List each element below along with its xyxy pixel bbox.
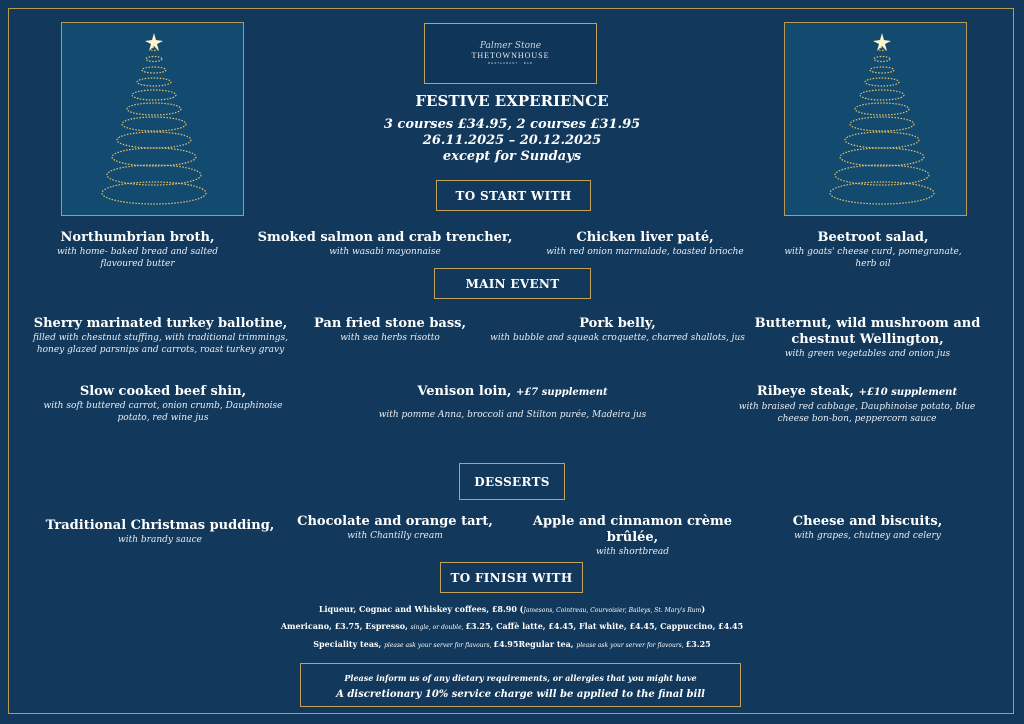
- dish-name: Apple and cinnamon crème brûlée,: [532, 514, 733, 545]
- drink-note: Jamesons, Cointreau, Courvoisier, Baileys, St. Mary's Rum: [523, 607, 702, 614]
- main-item: [750, 316, 985, 360]
- dish-name: Chocolate and orange tart,: [297, 514, 493, 529]
- page-title: FESTIVE EXPERIENCE: [415, 92, 609, 110]
- notice-box: [300, 663, 741, 707]
- drink-line: [0, 603, 1024, 617]
- drink-line: [0, 638, 1024, 652]
- drink-text: £3.25, Caffè latte, £4.45, Flat white, £4.45, Cappuccino, £4.45: [465, 621, 744, 631]
- dish-description: with braised red cabbage, Dauphinoise potato, blue cheese bon-bon, peppercorn sauce: [738, 402, 976, 424]
- drink-text: Americano, £3.75, Espresso,: [280, 621, 411, 631]
- drink-text: Speciality teas,: [313, 639, 385, 649]
- starter-item: [778, 230, 968, 270]
- dish-description: with red onion marmalade, toasted brioche: [546, 247, 744, 257]
- drink-line: [0, 620, 1024, 634]
- dish-name: Pan fried stone bass,: [313, 316, 466, 331]
- logo-script: Palmer Stone: [479, 40, 542, 51]
- dish-name: Beetroot salad,: [817, 230, 929, 245]
- restaurant-logo: [424, 23, 597, 84]
- date-line: 26.11.2025 – 20.12.2025: [422, 133, 602, 148]
- dish-description: with sea herbs risotto: [340, 333, 440, 343]
- section-desserts: DESSERTS: [459, 463, 565, 500]
- price-line: 3 courses £34.95, 2 courses £31.95: [383, 117, 641, 132]
- dessert-item: [40, 518, 280, 546]
- dish-description: filled with chestnut stuffing, with traditional trimmings, honey glazed parsnips and carrots, roast turkey gravy: [33, 333, 288, 355]
- dish-name: Butternut, wild mushroom and chestnut Wellington,: [754, 316, 981, 347]
- starter-item: [255, 230, 515, 258]
- starter-item: [50, 230, 225, 270]
- dish-supplement: +£10 supplement: [858, 387, 958, 398]
- dish-description: with brandy sauce: [118, 535, 202, 545]
- dish-name: Northumbrian broth,: [60, 230, 215, 245]
- dish-description: with Chantilly cream: [347, 531, 443, 541]
- allergy-notice: Please inform us of any dietary requirements, or allergies that you might have: [344, 673, 697, 683]
- dish-description: with grapes, chutney and celery: [794, 531, 941, 541]
- main-item: [360, 384, 665, 421]
- drink-text: Liqueur, Cognac and Whiskey coffees, £8.90 (: [318, 604, 524, 614]
- main-item: [28, 316, 293, 356]
- dish-name: Ribeye steak,: [756, 384, 859, 399]
- section-starters: TO START WITH: [436, 180, 591, 211]
- drink-note: single, or double,: [410, 624, 466, 631]
- dish-name: Pork belly,: [579, 316, 656, 331]
- dish-name: Chicken liver paté,: [576, 230, 714, 245]
- dish-name: Slow cooked beef shin,: [79, 384, 247, 399]
- drink-text: £3.25: [685, 639, 711, 649]
- dish-description: with shortbread: [595, 547, 670, 557]
- dish-description: with wasabi mayonnaise: [329, 247, 441, 257]
- dish-name: Traditional Christmas pudding,: [45, 518, 275, 533]
- dish-description: with pomme Anna, broccoli and Stilton purée, Madeira jus: [378, 410, 647, 420]
- dish-name: Smoked salmon and crab trencher,: [257, 230, 513, 245]
- dessert-item: [525, 514, 740, 558]
- dish-description: with home- baked bread and salted flavoured butter: [56, 247, 219, 269]
- drink-note: please ask your server for flavours,: [576, 642, 686, 649]
- section-finish: TO FINISH WITH: [440, 562, 583, 593]
- exception-line: except for Sundays: [442, 149, 582, 164]
- drink-text: £4.95Regular tea,: [493, 639, 577, 649]
- dessert-item: [290, 514, 500, 542]
- dish-name: Sherry marinated turkey ballotine,: [33, 316, 288, 331]
- main-item: [38, 384, 288, 424]
- dessert-item: [770, 514, 965, 542]
- dish-description: with bubble and squeak croquette, charred shallots, jus: [490, 333, 745, 343]
- main-item: [305, 316, 475, 344]
- service-charge-notice: A discretionary 10% service charge will be applied to the final bill: [336, 689, 705, 700]
- dish-supplement: +£7 supplement: [515, 387, 608, 398]
- dish-description: with soft buttered carrot, onion crumb, Dauphinoise potato, red wine jus: [43, 401, 283, 423]
- starter-item: [530, 230, 760, 258]
- drink-text: ): [701, 604, 706, 614]
- dish-description: with goats' cheese curd, pomegranate, herb oil: [784, 247, 962, 269]
- dish-description: with green vegetables and onion jus: [784, 349, 951, 359]
- main-item: [732, 384, 982, 425]
- drink-note: please ask your server for flavours,: [384, 642, 494, 649]
- section-mains: MAIN EVENT: [434, 268, 591, 299]
- logo-name: THETOWNHOUSE: [471, 50, 550, 60]
- logo-tagline: RESTAURANT · BAR: [488, 60, 533, 65]
- main-item: [485, 316, 750, 344]
- dish-name: Cheese and biscuits,: [792, 514, 943, 529]
- dish-name: Venison loin,: [417, 384, 516, 399]
